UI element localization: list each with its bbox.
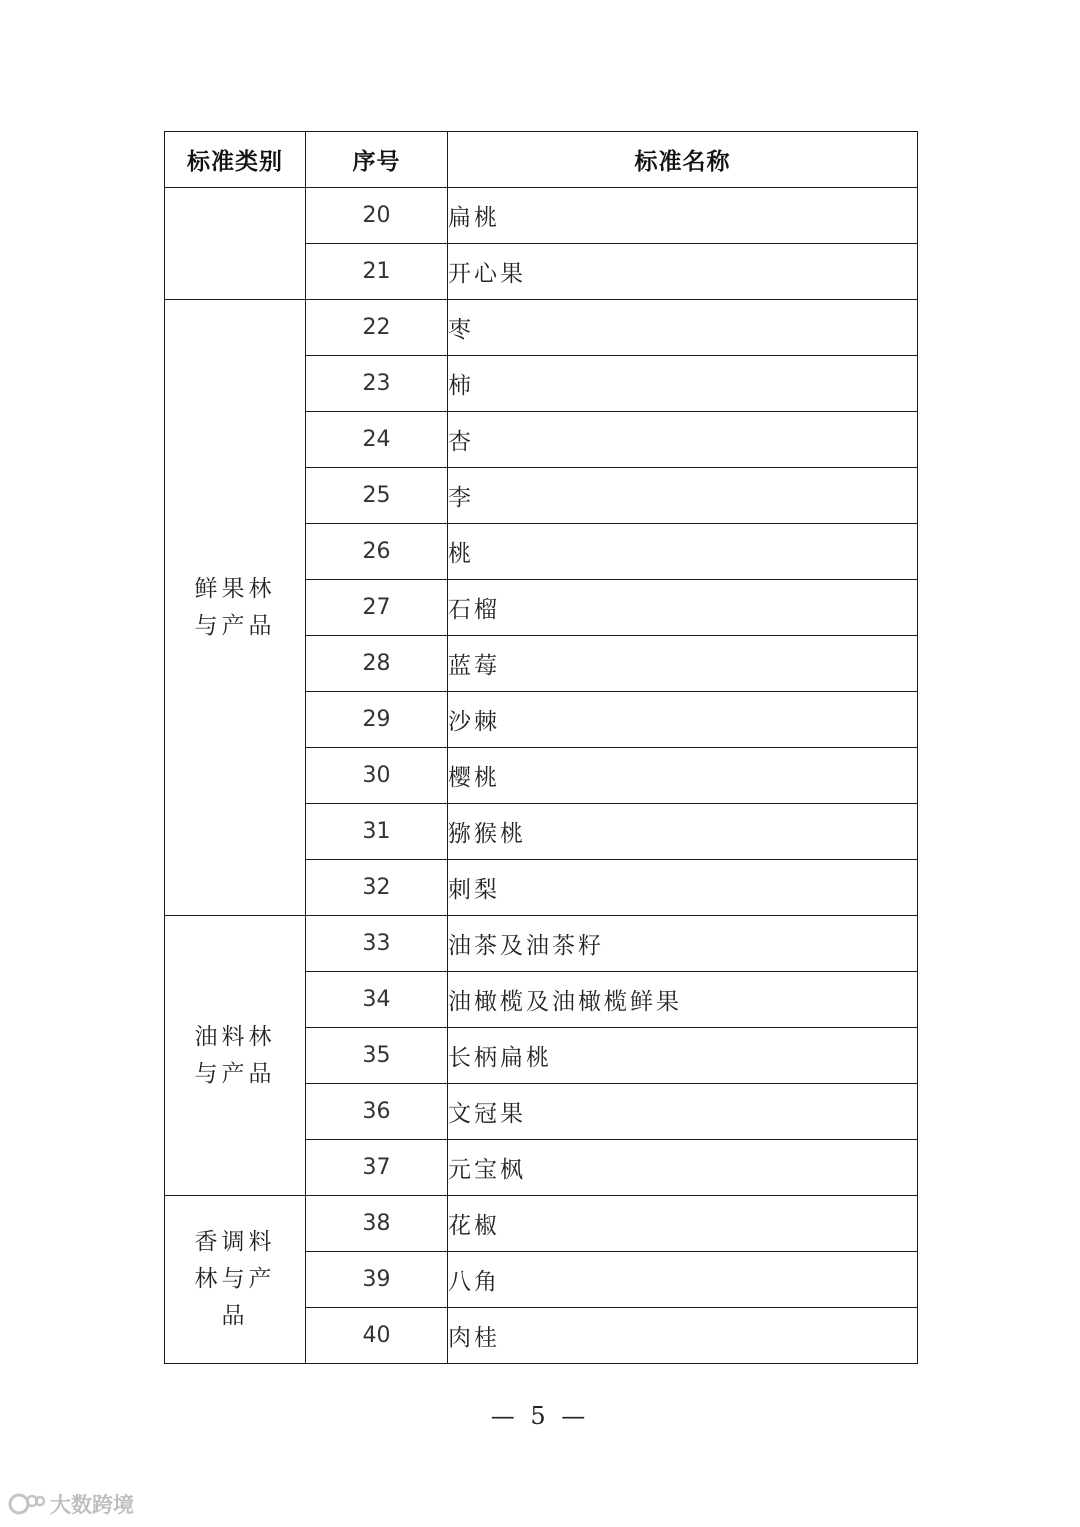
category-label: 鲜果林与产品 bbox=[194, 575, 276, 639]
watermark-text: 大数跨境 bbox=[50, 1493, 134, 1517]
standard-name: 猕猴桃 bbox=[448, 804, 918, 860]
standard-name: 花椒 bbox=[448, 1196, 918, 1252]
row-number: 35 bbox=[306, 1028, 448, 1084]
row-number: 20 bbox=[306, 188, 448, 244]
row-number: 22 bbox=[306, 300, 448, 356]
standard-name: 开心果 bbox=[448, 244, 918, 300]
row-number: 21 bbox=[306, 244, 448, 300]
table-row bbox=[165, 1196, 918, 1252]
category-cell bbox=[165, 916, 306, 1196]
standard-name: 八角 bbox=[448, 1252, 918, 1308]
category-cell bbox=[165, 1196, 306, 1364]
header-number: 序号 bbox=[306, 132, 448, 188]
row-number: 31 bbox=[306, 804, 448, 860]
header-category: 标准类别 bbox=[165, 132, 306, 188]
standard-name: 刺梨 bbox=[448, 860, 918, 916]
standard-name: 桃 bbox=[448, 524, 918, 580]
standard-name: 枣 bbox=[448, 300, 918, 356]
category-label: 油料林与产品 bbox=[194, 1023, 276, 1087]
standard-name: 柿 bbox=[448, 356, 918, 412]
category-cell bbox=[165, 188, 306, 300]
category-cell bbox=[165, 300, 306, 916]
standard-name: 油橄榄及油橄榄鲜果 bbox=[448, 972, 918, 1028]
header-name: 标准名称 bbox=[448, 132, 918, 188]
standard-name: 肉桂 bbox=[448, 1308, 918, 1364]
standard-name: 油茶及油茶籽 bbox=[448, 916, 918, 972]
row-number: 36 bbox=[306, 1084, 448, 1140]
row-number: 39 bbox=[306, 1252, 448, 1308]
category-label: 香调料林与产品 bbox=[194, 1229, 276, 1329]
standard-name: 长柄扁桃 bbox=[448, 1028, 918, 1084]
row-number: 40 bbox=[306, 1308, 448, 1364]
standard-name: 杏 bbox=[448, 412, 918, 468]
watermark bbox=[8, 1489, 134, 1519]
table-row bbox=[165, 188, 918, 244]
row-number: 26 bbox=[306, 524, 448, 580]
row-number: 32 bbox=[306, 860, 448, 916]
row-number: 34 bbox=[306, 972, 448, 1028]
row-number: 24 bbox=[306, 412, 448, 468]
row-number: 23 bbox=[306, 356, 448, 412]
row-number: 28 bbox=[306, 636, 448, 692]
row-number: 25 bbox=[306, 468, 448, 524]
standard-name: 蓝莓 bbox=[448, 636, 918, 692]
table-row bbox=[165, 300, 918, 356]
row-number: 30 bbox=[306, 748, 448, 804]
standard-name: 李 bbox=[448, 468, 918, 524]
brand-logo-icon bbox=[8, 1491, 46, 1517]
standard-name: 石榴 bbox=[448, 580, 918, 636]
page-number: — 5 — bbox=[490, 1402, 590, 1430]
table-header-row bbox=[165, 132, 918, 188]
standard-name: 沙棘 bbox=[448, 692, 918, 748]
row-number: 38 bbox=[306, 1196, 448, 1252]
row-number: 29 bbox=[306, 692, 448, 748]
standards-table bbox=[164, 131, 918, 1364]
standard-name: 元宝枫 bbox=[448, 1140, 918, 1196]
standard-name: 扁桃 bbox=[448, 188, 918, 244]
standard-name: 樱桃 bbox=[448, 748, 918, 804]
row-number: 33 bbox=[306, 916, 448, 972]
standard-name: 文冠果 bbox=[448, 1084, 918, 1140]
table-row bbox=[165, 916, 918, 972]
row-number: 27 bbox=[306, 580, 448, 636]
row-number: 37 bbox=[306, 1140, 448, 1196]
